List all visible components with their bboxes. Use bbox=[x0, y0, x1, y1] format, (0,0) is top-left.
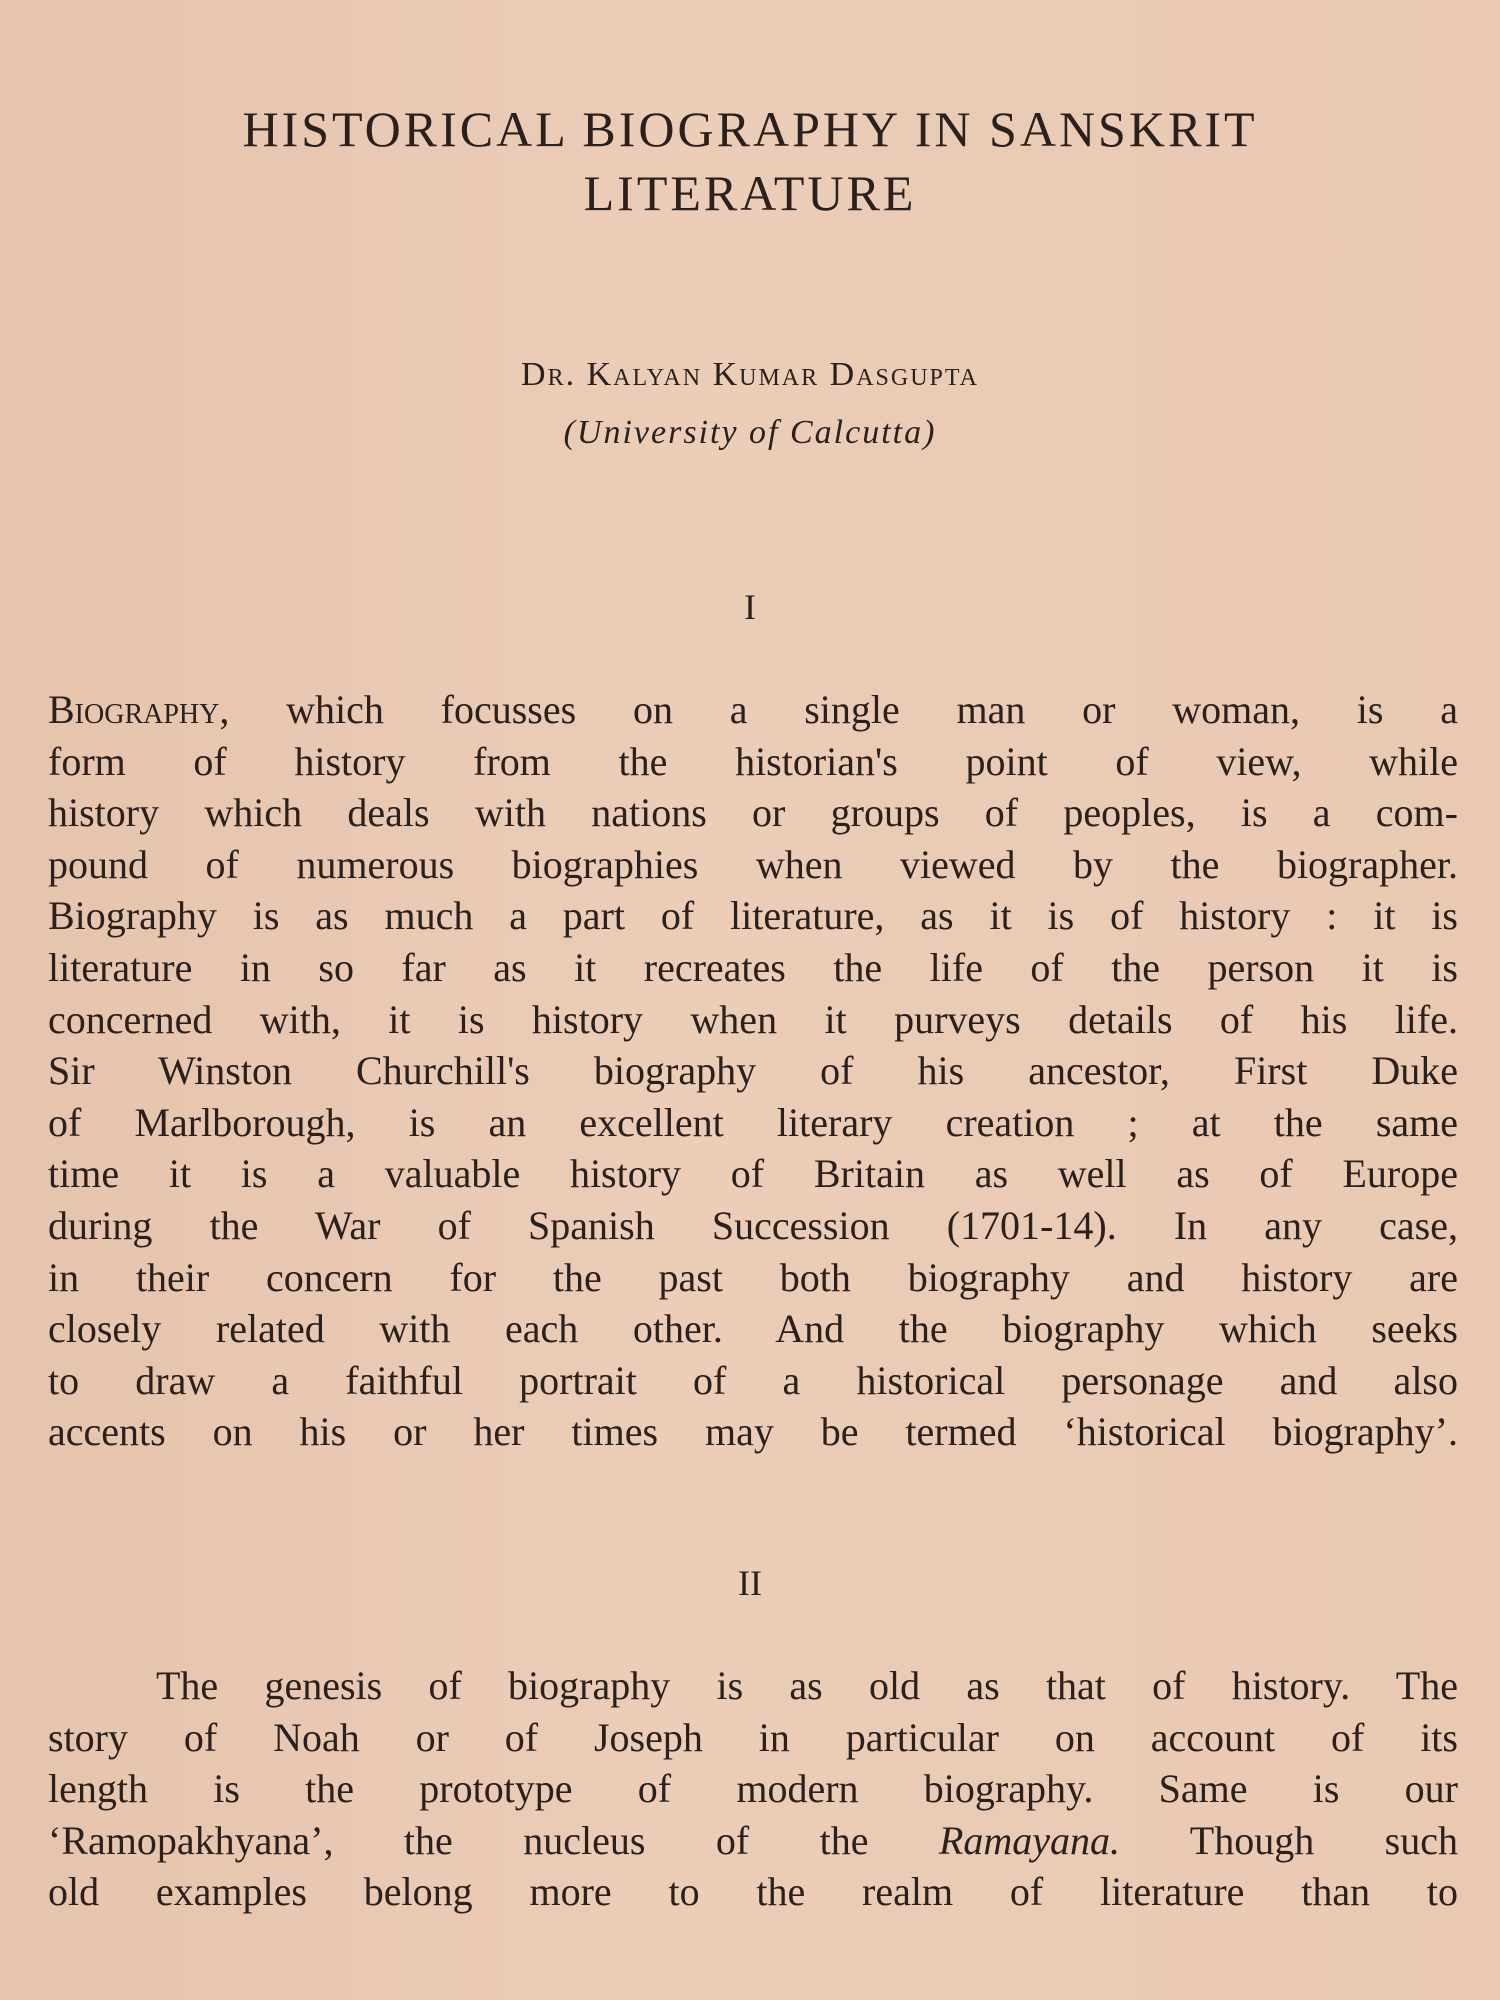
text-line: accents on his or her times may be termed ‘historical biography’. bbox=[48, 1409, 1458, 1455]
section-numeral-2: II bbox=[738, 1563, 762, 1603]
line-text: which focusses on a single man or woman, is a bbox=[229, 687, 1458, 732]
line-text: Though such bbox=[1120, 1817, 1458, 1863]
article-title-line-1: HISTORICAL BIOGRAPHY IN SANSKRIT bbox=[242, 101, 1258, 157]
section-numeral-1: I bbox=[744, 587, 756, 627]
text-line: during the War of Spanish Succession (1701-14). In any case, bbox=[48, 1202, 1458, 1248]
text-line: story of Noah or of Joseph in particular on account of its bbox=[48, 1714, 1458, 1760]
text-line: literature in so far as it recreates the life of the person it is bbox=[48, 944, 1458, 990]
text-line: of Marlborough, is an excellent literary creation ; at the same bbox=[48, 1099, 1458, 1145]
author-name: Dr. Kalyan Kumar Dasgupta bbox=[521, 356, 979, 393]
paragraph-2 bbox=[48, 1660, 1458, 1918]
text-line: Sir Winston Churchill's biography of his ancestor, First Duke bbox=[48, 1048, 1458, 1094]
article-title-line-2: LITERATURE bbox=[583, 165, 917, 221]
text-line: The genesis of biography is as old as that of history. The bbox=[156, 1663, 1458, 1708]
text-line: closely related with each other. And the biography which seeks bbox=[48, 1306, 1458, 1352]
italic-term: Ramayana. bbox=[938, 1817, 1121, 1863]
text-line: concerned with, it is history when it purveys details of his life. bbox=[48, 996, 1458, 1042]
text-line: form of history from the historian's point of view, while bbox=[48, 738, 1458, 784]
line-text: ‘Ramopakhyana’, the nucleus of the bbox=[48, 1817, 939, 1863]
text-line bbox=[48, 1815, 1458, 1867]
text-line: in their concern for the past both biography and history are bbox=[48, 1254, 1458, 1300]
paragraph-1 bbox=[48, 684, 1458, 1458]
lead-word: Biography, bbox=[48, 687, 230, 732]
text-line: old examples belong more to the realm of literature than to bbox=[48, 1869, 1458, 1915]
text-line bbox=[48, 684, 1458, 736]
author-affiliation: (University of Calcutta) bbox=[563, 414, 937, 451]
text-line: time it is a valuable history of Britain as well as of Europe bbox=[48, 1151, 1458, 1197]
text-line: pound of numerous biographies when viewed by the biographer. bbox=[48, 841, 1458, 887]
text-line: Biography is as much a part of literature, as it is of history : it is bbox=[48, 893, 1458, 939]
text-line: history which deals with nations or groups of peoples, is a com- bbox=[48, 790, 1458, 836]
text-line: to draw a faithful portrait of a historical personage and also bbox=[48, 1357, 1458, 1403]
text-line: length is the prototype of modern biography. Same is our bbox=[48, 1766, 1458, 1812]
